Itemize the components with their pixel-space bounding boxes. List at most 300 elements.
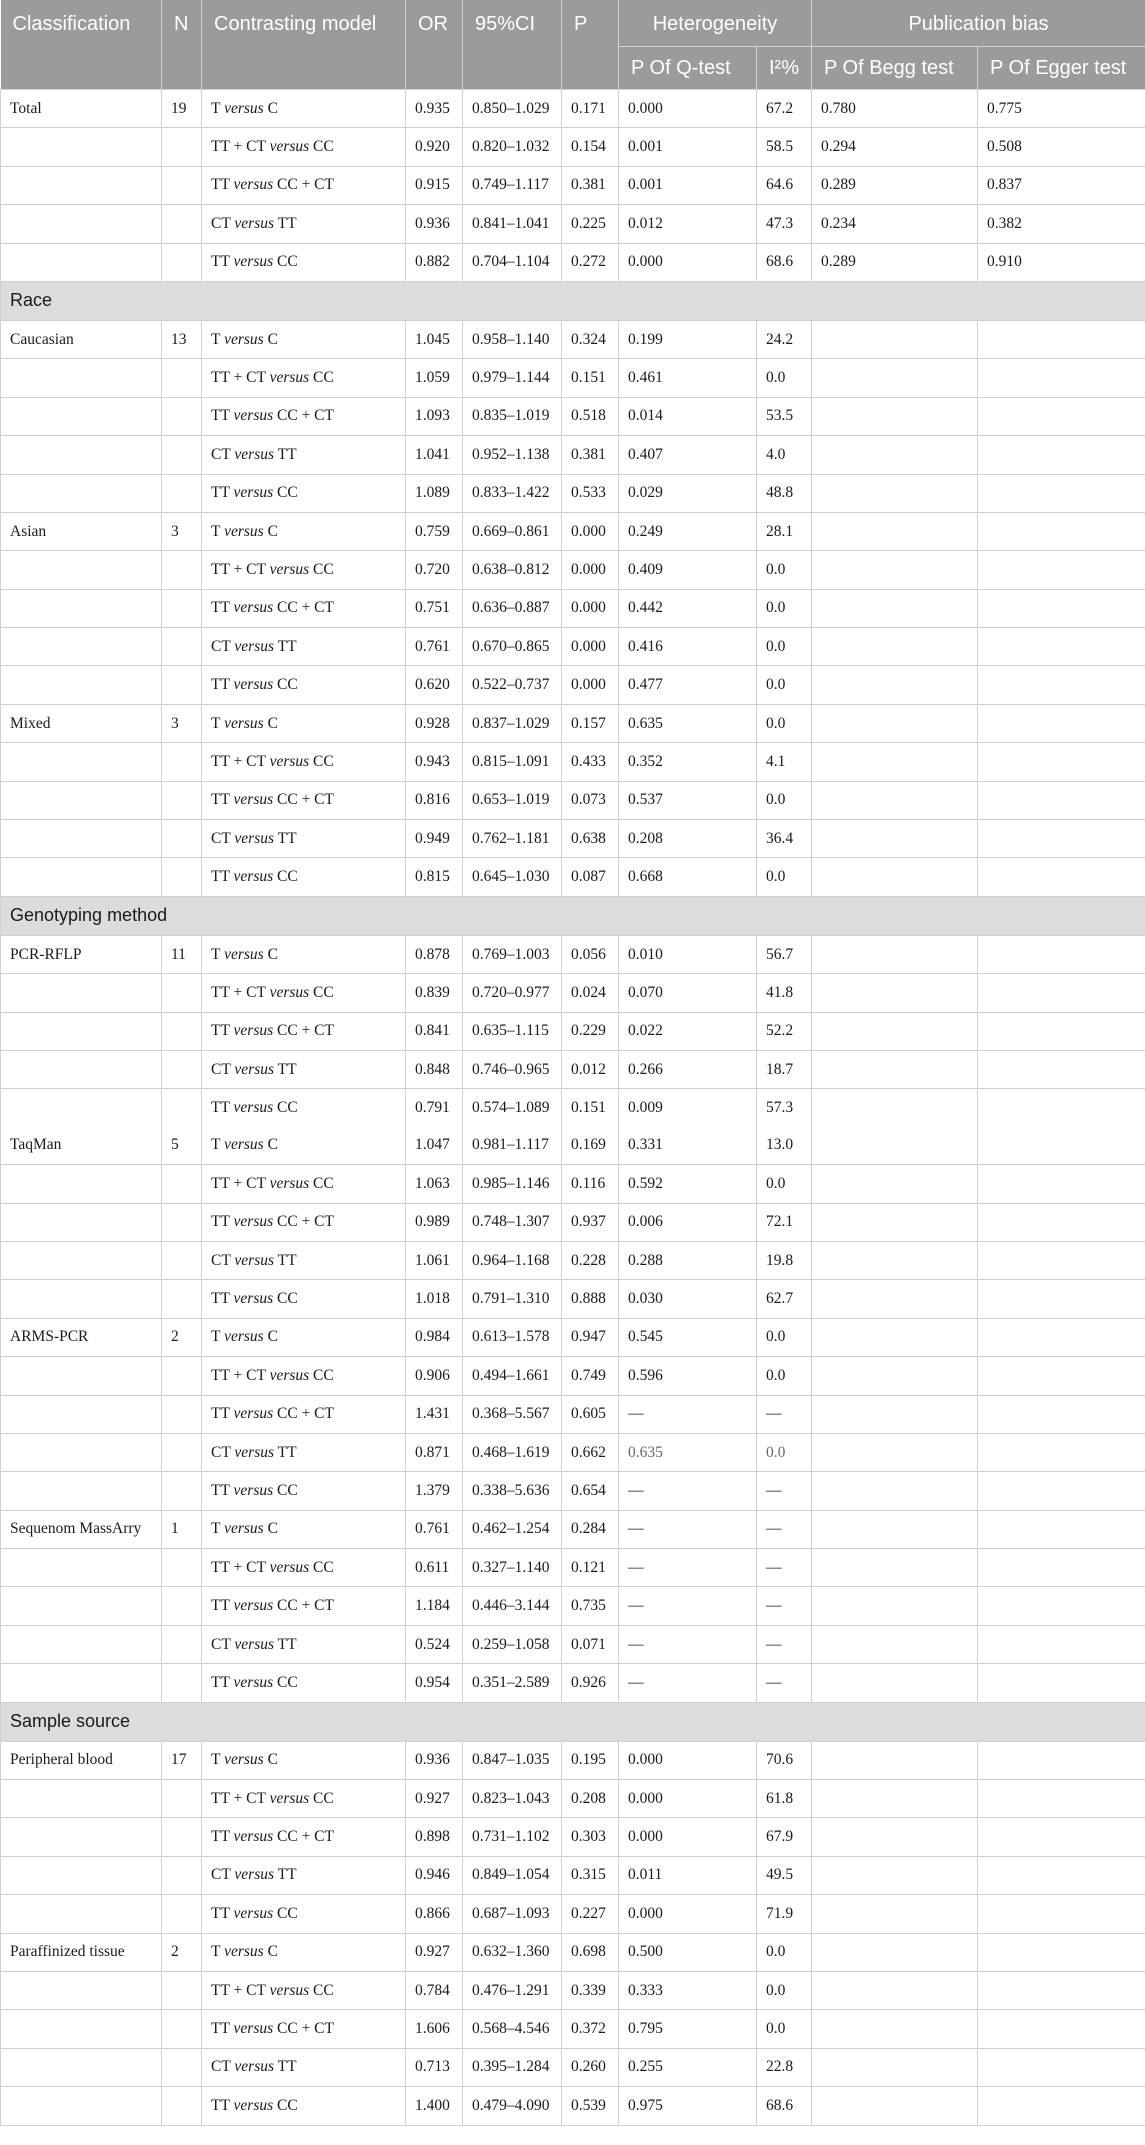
cell-classification — [1, 666, 162, 704]
model-left: TT + CT — [211, 1174, 266, 1192]
table-row — [1, 1818, 1145, 1856]
cell-p-egger — [978, 1472, 1145, 1510]
cell-p: 0.000 — [562, 666, 619, 704]
cell-i2: — — [757, 1549, 812, 1587]
cell-95ci: 0.849–1.054 — [463, 1856, 562, 1894]
header-classification: Classification — [1, 0, 162, 90]
cell-classification — [1, 551, 162, 589]
cell-p-egger — [978, 974, 1145, 1012]
cell-i2: — — [757, 1395, 812, 1433]
cell-95ci: 0.635–1.115 — [463, 1012, 562, 1050]
cell-n — [162, 743, 202, 781]
cell-p-begg — [812, 1664, 978, 1702]
cell-classification: Paraffinized tissue — [1, 1933, 162, 1971]
versus-word: versus — [224, 1943, 264, 1961]
versus-word: versus — [269, 560, 310, 578]
cell-p-q-test: 0.795 — [619, 2010, 757, 2048]
cell-n — [162, 781, 202, 819]
section-label: Race — [1, 281, 1145, 320]
cell-classification — [1, 1357, 162, 1395]
cell-p-begg — [812, 1280, 978, 1318]
cell-p-q-test: — — [619, 1587, 757, 1625]
cell-or: 1.041 — [406, 436, 463, 474]
model-right: CC + CT — [277, 1213, 334, 1231]
model-left: TT — [211, 1405, 230, 1423]
cell-p-egger — [978, 1587, 1145, 1625]
cell-contrasting-model — [202, 1741, 406, 1779]
cell-n — [162, 436, 202, 474]
cell-n — [162, 243, 202, 281]
cell-p-begg — [812, 628, 978, 666]
cell-i2: — — [757, 1587, 812, 1625]
table-row — [1, 1856, 1145, 1894]
cell-p: 0.012 — [562, 1050, 619, 1088]
cell-n — [162, 1625, 202, 1663]
model-left: TT — [211, 253, 230, 271]
cell-or: 0.815 — [406, 858, 463, 896]
cell-95ci: 0.704–1.104 — [463, 243, 562, 281]
model-right: CC + CT — [277, 791, 334, 809]
cell-p-begg — [812, 359, 978, 397]
cell-classification — [1, 1012, 162, 1050]
cell-p-q-test: 0.288 — [619, 1241, 757, 1279]
table-row — [1, 1664, 1145, 1702]
cell-or: 0.927 — [406, 1780, 463, 1818]
cell-or: 0.935 — [406, 90, 463, 128]
model-right: CC + CT — [277, 1022, 334, 1040]
versus-word: versus — [224, 1136, 264, 1154]
table-row — [1, 1357, 1145, 1395]
cell-p: 0.339 — [562, 1971, 619, 2009]
cell-or: 1.061 — [406, 1241, 463, 1279]
model-left: T — [211, 330, 221, 348]
table-row — [1, 2048, 1145, 2086]
model-left: CT — [211, 1866, 231, 1884]
cell-contrasting-model — [202, 704, 406, 742]
cell-p-begg — [812, 512, 978, 550]
cell-p: 0.227 — [562, 1895, 619, 1933]
cell-classification — [1, 628, 162, 666]
cell-95ci: 0.762–1.181 — [463, 820, 562, 858]
cell-p-begg — [812, 858, 978, 896]
cell-or: 0.936 — [406, 205, 463, 243]
cell-or: 0.791 — [406, 1089, 463, 1127]
cell-p-egger — [978, 1818, 1145, 1856]
model-left: TT + CT — [211, 369, 266, 387]
cell-p-q-test: 0.407 — [619, 436, 757, 474]
cell-95ci: 0.568–4.546 — [463, 2010, 562, 2048]
cell-p-q-test: 0.001 — [619, 128, 757, 166]
versus-word: versus — [269, 983, 310, 1001]
cell-i2: 68.6 — [757, 2087, 812, 2125]
table-row — [1, 474, 1145, 512]
cell-i2: 0.0 — [757, 1433, 812, 1471]
cell-contrasting-model — [202, 1050, 406, 1088]
cell-i2: 48.8 — [757, 474, 812, 512]
table-row — [1, 1971, 1145, 2009]
model-left: TT — [211, 484, 230, 502]
table-row — [1, 551, 1145, 589]
table-row — [1, 628, 1145, 666]
cell-classification: Mixed — [1, 704, 162, 742]
cell-i2: 36.4 — [757, 820, 812, 858]
versus-word: versus — [233, 1290, 274, 1308]
cell-95ci: 0.462–1.254 — [463, 1510, 562, 1548]
model-right: CC — [313, 983, 334, 1001]
cell-classification — [1, 1971, 162, 2009]
cell-p-begg — [812, 820, 978, 858]
header-publication-bias: Publication bias — [812, 0, 1145, 47]
cell-contrasting-model — [202, 551, 406, 589]
cell-i2: 0.0 — [757, 704, 812, 742]
cell-i2: 0.0 — [757, 1357, 812, 1395]
cell-contrasting-model — [202, 589, 406, 627]
cell-p: 0.000 — [562, 628, 619, 666]
model-right: CC — [313, 560, 334, 578]
cell-or: 0.906 — [406, 1357, 463, 1395]
model-right: CC — [313, 138, 334, 156]
model-left: CT — [211, 1443, 231, 1461]
model-right: CC — [277, 1481, 298, 1499]
cell-p-begg: 0.289 — [812, 243, 978, 281]
cell-p: 0.208 — [562, 1780, 619, 1818]
model-right: C — [267, 714, 278, 732]
model-left: TT — [211, 2096, 230, 2114]
cell-p-begg — [812, 974, 978, 1012]
model-right: C — [267, 1328, 278, 1346]
table-row — [1, 1625, 1145, 1663]
cell-n — [162, 1203, 202, 1241]
table-row — [1, 512, 1145, 550]
cell-p-q-test: — — [619, 1549, 757, 1587]
cell-i2: 24.2 — [757, 320, 812, 358]
table-row — [1, 205, 1145, 243]
versus-word: versus — [234, 1060, 275, 1078]
cell-contrasting-model — [202, 1280, 406, 1318]
cell-or: 1.018 — [406, 1280, 463, 1318]
cell-or: 0.848 — [406, 1050, 463, 1088]
cell-p-egger — [978, 1357, 1145, 1395]
model-left: TT + CT — [211, 138, 266, 156]
cell-n: 3 — [162, 512, 202, 550]
cell-95ci: 0.327–1.140 — [463, 1549, 562, 1587]
cell-i2: 4.0 — [757, 436, 812, 474]
cell-n: 19 — [162, 90, 202, 128]
table-row — [1, 1165, 1145, 1203]
cell-p-q-test: 0.249 — [619, 512, 757, 550]
model-left: CT — [211, 1060, 231, 1078]
cell-classification — [1, 436, 162, 474]
cell-p: 0.372 — [562, 2010, 619, 2048]
versus-word: versus — [269, 1174, 310, 1192]
cell-95ci: 0.636–0.887 — [463, 589, 562, 627]
cell-p-q-test: 0.416 — [619, 628, 757, 666]
table-row — [1, 359, 1145, 397]
cell-i2: 53.5 — [757, 397, 812, 435]
model-right: CC — [313, 1981, 334, 1999]
cell-i2: 19.8 — [757, 1241, 812, 1279]
model-left: TT — [211, 1597, 230, 1615]
model-right: CC — [277, 253, 298, 271]
versus-word: versus — [234, 214, 275, 232]
cell-i2: 68.6 — [757, 243, 812, 281]
cell-p-egger — [978, 1203, 1145, 1241]
cell-contrasting-model — [202, 1895, 406, 1933]
cell-classification — [1, 1395, 162, 1433]
header-contrasting-model: Contrasting model — [202, 0, 406, 90]
table-row — [1, 243, 1145, 281]
cell-p-egger — [978, 1625, 1145, 1663]
cell-classification: Caucasian — [1, 320, 162, 358]
cell-or: 1.431 — [406, 1395, 463, 1433]
cell-p-q-test: 0.001 — [619, 166, 757, 204]
cell-p-begg — [812, 2048, 978, 2086]
cell-contrasting-model — [202, 2010, 406, 2048]
model-right: CC + CT — [277, 1405, 334, 1423]
cell-95ci: 0.259–1.058 — [463, 1625, 562, 1663]
cell-p-q-test: 0.070 — [619, 974, 757, 1012]
cell-contrasting-model — [202, 935, 406, 973]
versus-word: versus — [234, 1866, 275, 1884]
cell-p-begg: 0.234 — [812, 205, 978, 243]
cell-contrasting-model — [202, 397, 406, 435]
cell-p-q-test: 0.596 — [619, 1357, 757, 1395]
cell-n — [162, 128, 202, 166]
cell-i2: 0.0 — [757, 1933, 812, 1971]
model-right: TT — [277, 1635, 297, 1653]
cell-p-begg — [812, 1433, 978, 1471]
model-left: TT — [211, 1481, 230, 1499]
section-header-row — [1, 1702, 1145, 1741]
cell-p: 0.638 — [562, 820, 619, 858]
cell-classification — [1, 820, 162, 858]
cell-p-begg — [812, 1127, 978, 1165]
cell-contrasting-model — [202, 320, 406, 358]
cell-or: 0.841 — [406, 1012, 463, 1050]
model-left: CT — [211, 1635, 231, 1653]
cell-n — [162, 1664, 202, 1702]
cell-n — [162, 551, 202, 589]
model-right: C — [267, 1751, 278, 1769]
model-left: TT — [211, 2020, 230, 2038]
model-left: T — [211, 1943, 221, 1961]
model-right: CC — [277, 1673, 298, 1691]
cell-p-egger — [978, 551, 1145, 589]
cell-95ci: 0.958–1.140 — [463, 320, 562, 358]
table-row — [1, 820, 1145, 858]
model-left: T — [211, 522, 221, 540]
cell-p-egger — [978, 1318, 1145, 1356]
cell-p: 0.947 — [562, 1318, 619, 1356]
header-p-egger: P Of Egger test — [978, 47, 1145, 90]
cell-classification — [1, 359, 162, 397]
model-right: TT — [277, 1866, 297, 1884]
versus-word: versus — [233, 407, 274, 425]
cell-p: 0.381 — [562, 436, 619, 474]
cell-or: 1.400 — [406, 2087, 463, 2125]
cell-n — [162, 974, 202, 1012]
cell-or: 0.984 — [406, 1318, 463, 1356]
cell-95ci: 0.645–1.030 — [463, 858, 562, 896]
model-left: T — [211, 99, 221, 117]
cell-classification — [1, 2087, 162, 2125]
cell-p: 0.116 — [562, 1165, 619, 1203]
model-right: CC — [277, 676, 298, 694]
cell-or: 0.989 — [406, 1203, 463, 1241]
cell-contrasting-model — [202, 1012, 406, 1050]
cell-p-q-test: — — [619, 1664, 757, 1702]
model-right: CC — [277, 868, 298, 886]
cell-p: 0.000 — [562, 551, 619, 589]
cell-i2: 0.0 — [757, 359, 812, 397]
cell-or: 0.878 — [406, 935, 463, 973]
cell-95ci: 0.494–1.661 — [463, 1357, 562, 1395]
cell-n — [162, 1587, 202, 1625]
cell-classification: TaqMan — [1, 1127, 162, 1165]
cell-p-q-test: 0.635 — [619, 1433, 757, 1471]
cell-p-begg — [812, 1971, 978, 2009]
model-right: TT — [277, 445, 297, 463]
cell-n — [162, 589, 202, 627]
cell-classification: Peripheral blood — [1, 1741, 162, 1779]
versus-word: versus — [269, 138, 310, 156]
model-right: TT — [277, 214, 297, 232]
cell-n — [162, 1818, 202, 1856]
versus-word: versus — [233, 599, 274, 617]
cell-p-q-test: 0.255 — [619, 2048, 757, 2086]
cell-i2: 41.8 — [757, 974, 812, 1012]
model-right: CC — [313, 752, 334, 770]
cell-or: 0.954 — [406, 1664, 463, 1702]
cell-n — [162, 1780, 202, 1818]
cell-i2: 13.0 — [757, 1127, 812, 1165]
cell-or: 0.751 — [406, 589, 463, 627]
model-right: TT — [277, 1251, 297, 1269]
cell-i2: 72.1 — [757, 1203, 812, 1241]
cell-p: 0.605 — [562, 1395, 619, 1433]
cell-p-begg — [812, 397, 978, 435]
cell-p-begg — [812, 1856, 978, 1894]
cell-contrasting-model — [202, 90, 406, 128]
cell-p: 0.926 — [562, 1664, 619, 1702]
model-right: CC + CT — [277, 1828, 334, 1846]
cell-p: 0.518 — [562, 397, 619, 435]
cell-or: 0.866 — [406, 1895, 463, 1933]
model-left: T — [211, 1328, 221, 1346]
cell-or: 0.946 — [406, 1856, 463, 1894]
cell-i2: — — [757, 1472, 812, 1510]
table-row — [1, 1050, 1145, 1088]
table-row — [1, 589, 1145, 627]
cell-or: 0.524 — [406, 1625, 463, 1663]
cell-contrasting-model — [202, 205, 406, 243]
cell-p-egger — [978, 1050, 1145, 1088]
cell-95ci: 0.368–5.567 — [463, 1395, 562, 1433]
cell-p-begg — [812, 1395, 978, 1433]
cell-n — [162, 1895, 202, 1933]
model-left: CT — [211, 445, 231, 463]
cell-contrasting-model — [202, 858, 406, 896]
cell-p-egger — [978, 2010, 1145, 2048]
table-row — [1, 858, 1145, 896]
cell-contrasting-model — [202, 1127, 406, 1165]
cell-p-egger — [978, 436, 1145, 474]
cell-p-begg — [812, 666, 978, 704]
cell-p: 0.087 — [562, 858, 619, 896]
model-right: CC — [277, 484, 298, 502]
cell-i2: 0.0 — [757, 551, 812, 589]
cell-p-q-test: 0.006 — [619, 1203, 757, 1241]
cell-classification — [1, 1780, 162, 1818]
cell-p-egger — [978, 781, 1145, 819]
table-row — [1, 1280, 1145, 1318]
header-i2 — [757, 47, 812, 90]
cell-i2: 49.5 — [757, 1856, 812, 1894]
cell-95ci: 0.749–1.117 — [463, 166, 562, 204]
cell-p-egger — [978, 474, 1145, 512]
cell-p-q-test: 0.333 — [619, 1971, 757, 2009]
versus-word: versus — [269, 752, 310, 770]
model-left: TT — [211, 1022, 230, 1040]
cell-95ci: 0.670–0.865 — [463, 628, 562, 666]
cell-contrasting-model — [202, 1318, 406, 1356]
cell-p: 0.749 — [562, 1357, 619, 1395]
cell-95ci: 0.748–1.307 — [463, 1203, 562, 1241]
cell-p-egger — [978, 628, 1145, 666]
cell-or: 1.089 — [406, 474, 463, 512]
versus-word: versus — [269, 1366, 310, 1384]
cell-p: 0.698 — [562, 1933, 619, 1971]
cell-or: 0.882 — [406, 243, 463, 281]
section-header-row — [1, 281, 1145, 320]
cell-classification — [1, 1625, 162, 1663]
cell-p-egger — [978, 1933, 1145, 1971]
cell-n — [162, 1549, 202, 1587]
model-left: TT — [211, 1290, 230, 1308]
cell-95ci: 0.952–1.138 — [463, 436, 562, 474]
cell-contrasting-model — [202, 781, 406, 819]
model-left: TT + CT — [211, 1789, 266, 1807]
cell-contrasting-model — [202, 1241, 406, 1279]
cell-contrasting-model — [202, 1971, 406, 2009]
cell-p-begg — [812, 474, 978, 512]
cell-p: 0.000 — [562, 589, 619, 627]
cell-classification — [1, 1549, 162, 1587]
cell-classification: Total — [1, 90, 162, 128]
cell-n — [162, 1971, 202, 2009]
model-right: CC — [277, 1290, 298, 1308]
model-left: T — [211, 714, 221, 732]
cell-p-begg — [812, 935, 978, 973]
cell-p-egger — [978, 2087, 1145, 2125]
cell-i2: 0.0 — [757, 628, 812, 666]
cell-i2: 61.8 — [757, 1780, 812, 1818]
cell-p: 0.315 — [562, 1856, 619, 1894]
cell-p-egger — [978, 1895, 1145, 1933]
cell-or: 0.784 — [406, 1971, 463, 2009]
section-label: Genotyping method — [1, 896, 1145, 935]
table-row — [1, 1780, 1145, 1818]
cell-p: 0.225 — [562, 205, 619, 243]
table-row — [1, 128, 1145, 166]
table-row — [1, 166, 1145, 204]
cell-n: 2 — [162, 1933, 202, 1971]
cell-p-q-test: — — [619, 1625, 757, 1663]
cell-p-begg — [812, 1895, 978, 1933]
cell-95ci: 0.769–1.003 — [463, 935, 562, 973]
table-row — [1, 2010, 1145, 2048]
cell-95ci: 0.479–4.090 — [463, 2087, 562, 2125]
